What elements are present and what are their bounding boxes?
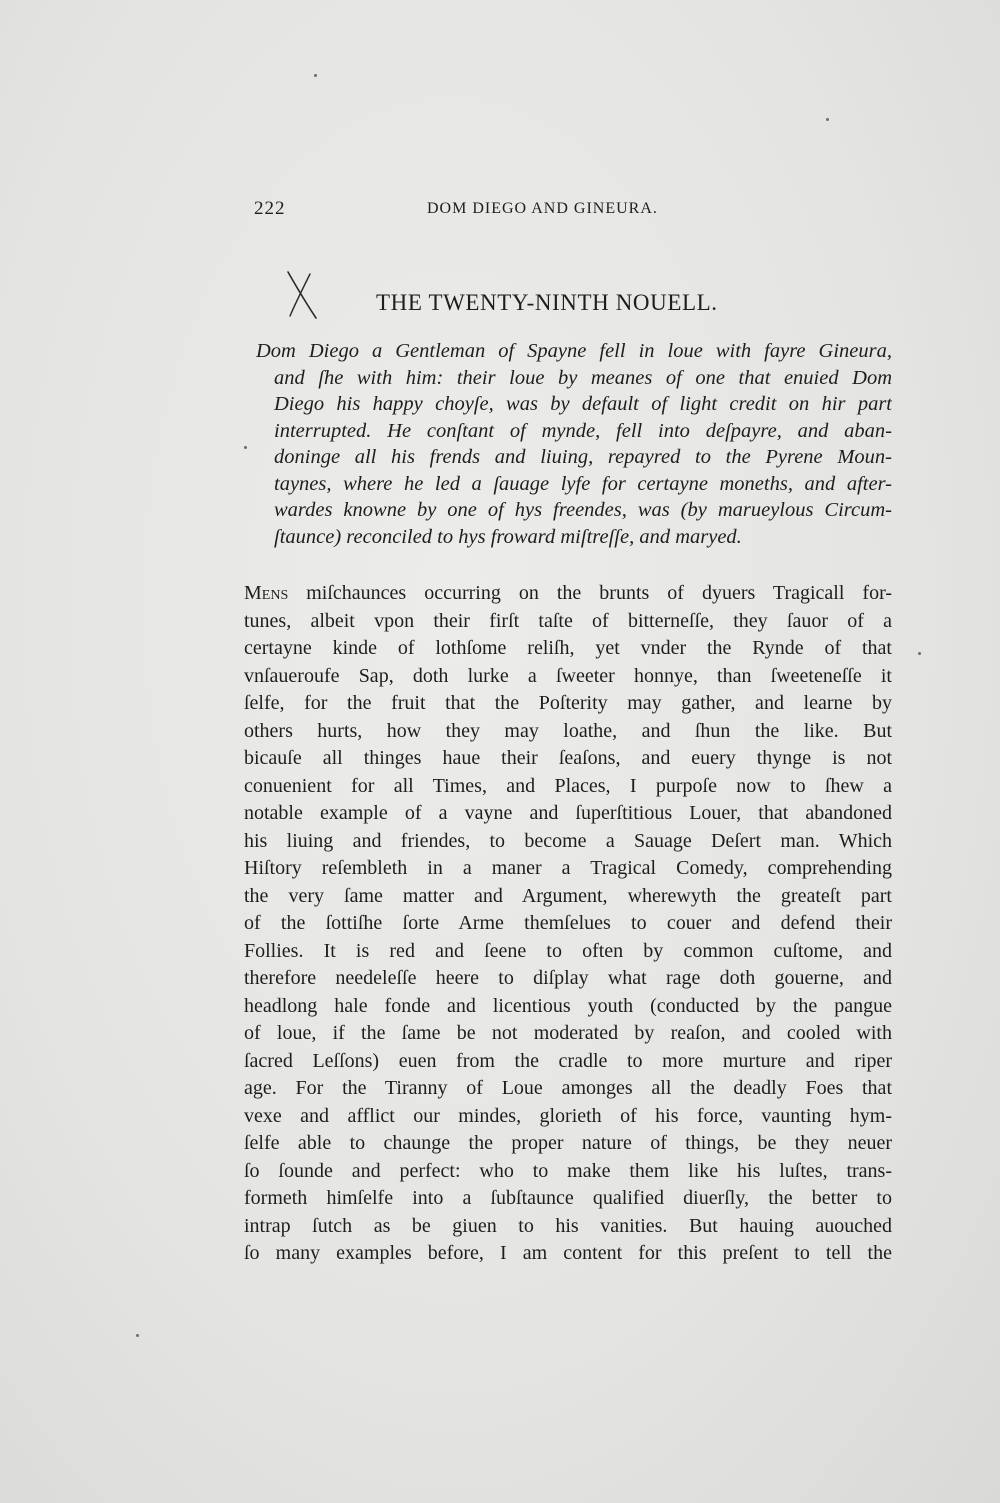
argument-line: interrupted. He conſtant of mynde, fell into deſpayre, and aban- [274, 419, 892, 442]
body-line: tunes, albeit vpon their firſt taſte of bitterneſſe, they ſauor of a [244, 609, 892, 632]
body-line: Follies. It is red and ſeene to often by common cuſtome, and [244, 939, 892, 962]
body-line: bicauſe all thinges haue their ſeaſons, and euery thynge is not [244, 747, 892, 769]
argument-line: wardes knowne by one of hys freendes, was (by marueylous Circum- [274, 499, 892, 521]
running-title: DOM DIEGO AND GINEURA. [427, 200, 658, 217]
body-line: intrap ſutch as be giuen to his vanities. But hauing auouched [244, 1214, 892, 1237]
body-line: therefore needeleſſe heere to diſplay what rage doth gouerne, and [244, 967, 892, 989]
argument-line: doninge all his frends and liuing, repayred to the Pyrene Moun- [274, 446, 892, 468]
body-line: ſo many examples before, I am content for this preſent to tell the [244, 1242, 892, 1264]
chapter-argument [256, 338, 892, 550]
paper-speck [244, 446, 247, 449]
body-line: formeth himſelfe into a ſubſtaunce qualified diuerſly, the better to [244, 1187, 892, 1209]
paper-speck [314, 74, 317, 77]
paper-speck [136, 1334, 139, 1337]
body-line: certayne kinde of lothſome reliſh, yet vnder the Rynde of that [244, 637, 892, 659]
body-line: notable example of a vayne and ſuperſtitious Louer, that abandoned [244, 802, 892, 824]
paper-speck [918, 652, 921, 655]
body-line: others hurts, how they may loathe, and ſhun the like. But [244, 719, 892, 742]
opening-word: Mens [244, 582, 289, 604]
body-line: ſelfe able to chaunge the proper nature of things, be they neuer [244, 1132, 892, 1154]
body-line: of loue, if the ſame be not moderated by reaſon, and cooled with [244, 1022, 892, 1044]
body-line: ſo ſounde and perfect: who to make them like his luſtes, trans- [244, 1159, 892, 1182]
body-line: ſacred Leſſons) euen from the cradle to more murture and riper [244, 1049, 892, 1072]
argument-line: Dom Diego a Gentleman of Spayne fell in loue with fayre Gineura, [256, 340, 892, 362]
chapter-title: THE TWENTY-NINTH NOUELL. [376, 290, 718, 315]
argument-line: Diego his happy choyſe, was by default of light credit on hir part [274, 393, 892, 415]
body-line: Hiſtory reſembleth in a maner a Tragical Comedy, comprehending [244, 857, 892, 879]
body-line: of the ſottiſhe ſorte Arme themſelues to couer and defend their [244, 912, 892, 934]
paper-speck [826, 118, 829, 121]
body-line: conuenient for all Times, and Places, I purpoſe now to ſhew a [244, 774, 892, 797]
running-head [254, 198, 894, 222]
body-line: his liuing and friendes, to become a Sauage Deſert man. Which [244, 829, 892, 852]
argument-line: and ſhe with him: their loue by meanes of one that enuied Dom [274, 366, 892, 389]
body-line: vexe and afflict our mindes, glorieth of his force, vaunting hym- [244, 1104, 892, 1127]
body-line: age. For the Tiranny of Loue amonges all the deadly Foes that [244, 1077, 892, 1099]
body-line [244, 580, 892, 608]
argument-line: taynes, where he led a ſauage lyfe for certayne moneths, and after- [274, 472, 892, 495]
body-line: ſelfe, for the fruit that the Poſterity may gather, and learne by [244, 692, 892, 714]
page-number: 222 [254, 198, 286, 219]
handwritten-cross-mark [282, 268, 322, 320]
body-paragraph [244, 580, 892, 1268]
body-line: vnſaueroufe Sap, doth lurke a ſweeter honnye, than ſweeteneſſe it [244, 664, 892, 687]
argument-line: ſtaunce) reconciled to hys froward miſtreſſe, and maryed. [274, 525, 742, 548]
opening-line-text: miſchaunces occurring on the brunts of dyuers Tragicall for- [288, 582, 892, 604]
body-line: headlong hale fonde and licentious youth (conducted by the pangue [244, 994, 892, 1017]
body-line: the very ſame matter and Argument, wherewyth the greateſt part [244, 884, 892, 907]
